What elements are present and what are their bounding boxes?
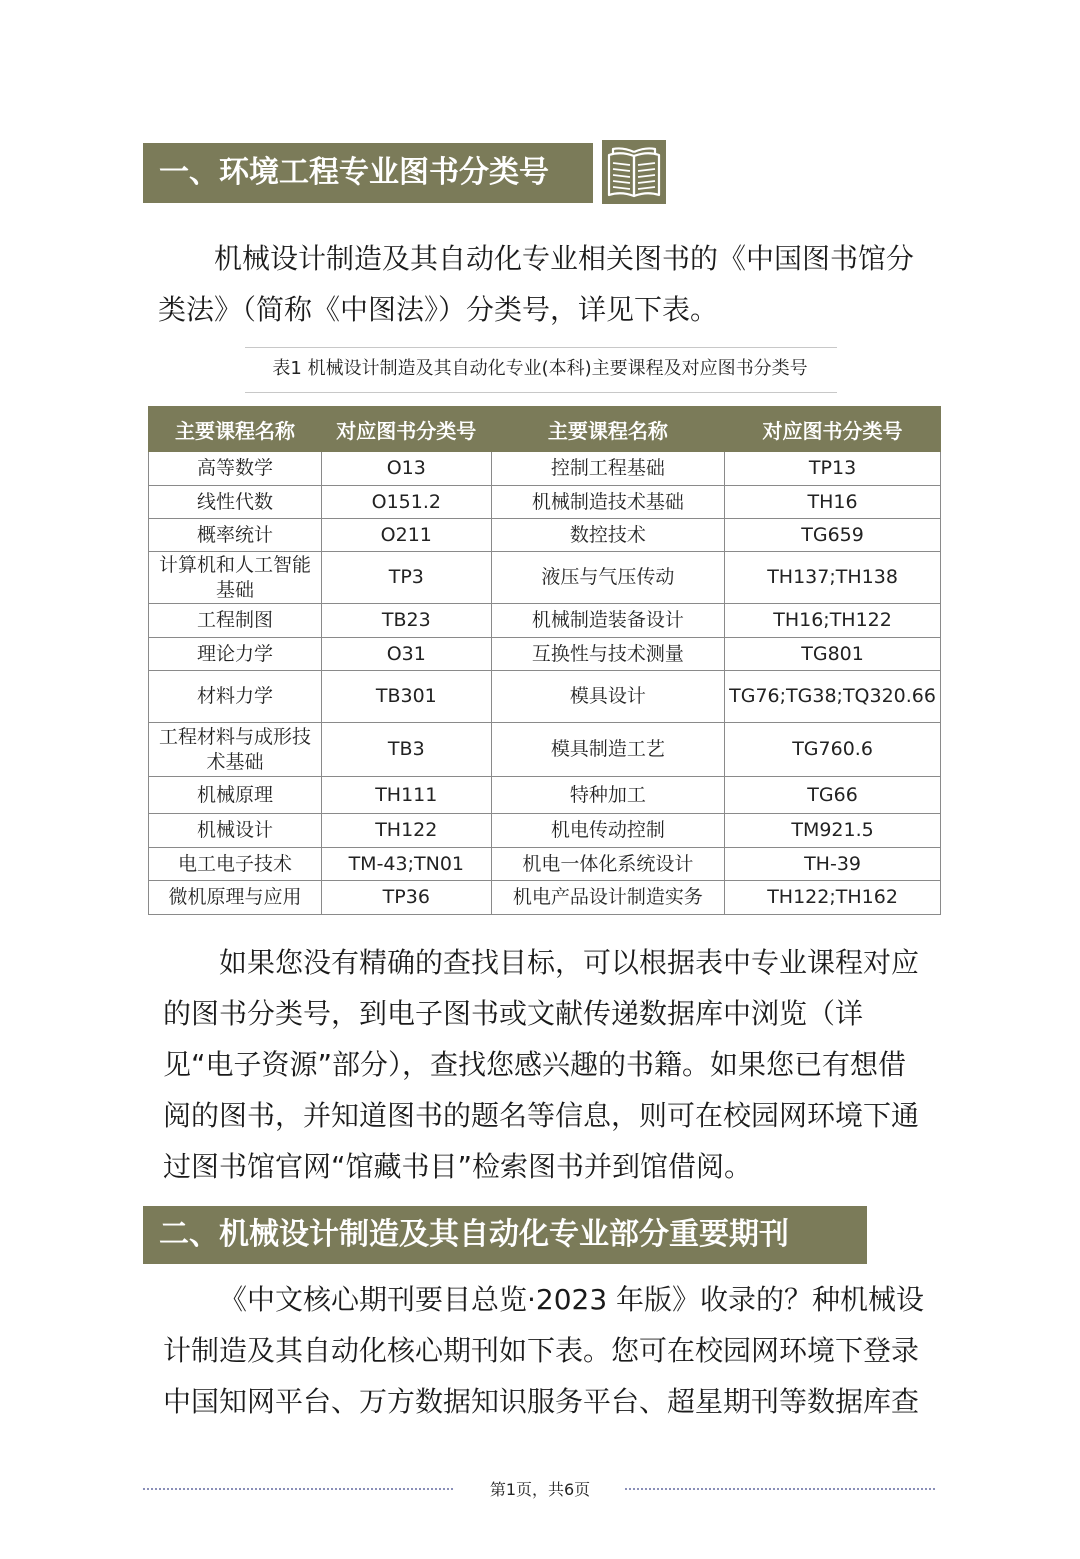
course-name: 机械设计 xyxy=(149,814,322,848)
class-number: O211 xyxy=(321,519,491,552)
table-row xyxy=(149,552,941,604)
class-number: TH111 xyxy=(321,777,491,814)
course-name: 模具制造工艺 xyxy=(491,723,724,777)
class-number: TH16 xyxy=(725,486,941,519)
table-row xyxy=(149,777,941,814)
class-number: TP36 xyxy=(321,881,491,915)
course-name: 线性代数 xyxy=(149,486,322,519)
course-name: 数控技术 xyxy=(491,519,724,552)
caption-top-rule xyxy=(245,347,837,348)
class-number: TG760.6 xyxy=(725,723,941,777)
class-number: O31 xyxy=(321,638,491,671)
course-name: 工程制图 xyxy=(149,604,322,638)
caption-bottom-rule xyxy=(245,392,837,393)
header-course-name: 主要课程名称 xyxy=(491,407,724,452)
section-2-heading: 二、机械设计制造及其自动化专业部分重要期刊 xyxy=(143,1206,867,1264)
table-row xyxy=(149,519,941,552)
class-number: TH122;TH162 xyxy=(725,881,941,915)
header-class-number: 对应图书分类号 xyxy=(321,407,491,452)
open-book-icon xyxy=(601,139,667,205)
page-number: 第1页，共6页 xyxy=(489,1480,591,1499)
class-number: TM-43;TN01 xyxy=(321,848,491,881)
course-name: 电工电子技术 xyxy=(149,848,322,881)
course-name: 液压与气压传动 xyxy=(491,552,724,604)
class-number: TH16;TH122 xyxy=(725,604,941,638)
course-name: 微机原理与应用 xyxy=(149,881,322,915)
table-row xyxy=(149,814,941,848)
class-number: TP3 xyxy=(321,552,491,604)
course-name: 计算机和人工智能基础 xyxy=(149,552,322,604)
table-row xyxy=(149,723,941,777)
table-row xyxy=(149,604,941,638)
class-number: TH137;TH138 xyxy=(725,552,941,604)
header-course-name: 主要课程名称 xyxy=(149,407,322,452)
class-number: TG76;TG38;TQ320.66 xyxy=(725,671,941,723)
course-name: 高等数学 xyxy=(149,452,322,486)
section-1-heading: 一、环境工程专业图书分类号 xyxy=(143,143,593,203)
class-number: TG659 xyxy=(725,519,941,552)
journals-paragraph: 《中文核心期刊要目总览·2023 年版》收录的？种机械设计制造及其自动化核心期刊如下表。您可在校园网环境下登录中国知网平台、万方数据知识服务平台、超星期刊等数据库查 xyxy=(163,1283,925,1418)
table-row xyxy=(149,881,941,915)
table-row xyxy=(149,452,941,486)
class-number: TH-39 xyxy=(725,848,941,881)
footer-rule-left xyxy=(143,1488,453,1490)
table-header-row xyxy=(149,407,941,452)
class-number: TG66 xyxy=(725,777,941,814)
table-caption: 表1 机械设计制造及其自动化专业(本科)主要课程及对应图书分类号 xyxy=(272,358,808,379)
class-number: TB23 xyxy=(321,604,491,638)
course-name: 机械制造装备设计 xyxy=(491,604,724,638)
table-row xyxy=(149,671,941,723)
guide-paragraph: 如果您没有精确的查找目标，可以根据表中专业课程对应的图书分类号，到电子图书或文献传递数据库中浏览（详见“电子资源”部分），查找您感兴趣的书籍。如果您已有想借阅的图书，并知道图书的题名等信息，则可在校园网环境下通过图书馆官网“馆藏书目”检索图书并到馆借阅。 xyxy=(163,946,920,1183)
class-number: TG801 xyxy=(725,638,941,671)
class-number: TH122 xyxy=(321,814,491,848)
course-name: 机械制造技术基础 xyxy=(491,486,724,519)
class-number: TB301 xyxy=(321,671,491,723)
course-name: 模具设计 xyxy=(491,671,724,723)
header-class-number: 对应图书分类号 xyxy=(725,407,941,452)
course-name: 概率统计 xyxy=(149,519,322,552)
course-name: 机电一体化系统设计 xyxy=(491,848,724,881)
course-name: 控制工程基础 xyxy=(491,452,724,486)
intro-paragraph: 机械设计制造及其自动化专业相关图书的《中国图书馆分类法》（简称《中图法》）分类号，详见下表。 xyxy=(158,242,915,326)
course-name: 机电传动控制 xyxy=(491,814,724,848)
class-number: O13 xyxy=(321,452,491,486)
class-number: TP13 xyxy=(725,452,941,486)
course-classification-table xyxy=(148,406,941,915)
course-name: 机械原理 xyxy=(149,777,322,814)
course-name: 机电产品设计制造实务 xyxy=(491,881,724,915)
course-name: 理论力学 xyxy=(149,638,322,671)
table-row xyxy=(149,638,941,671)
course-name: 材料力学 xyxy=(149,671,322,723)
footer-rule-right xyxy=(625,1488,935,1490)
table-row xyxy=(149,486,941,519)
course-name: 特种加工 xyxy=(491,777,724,814)
course-name: 互换性与技术测量 xyxy=(491,638,724,671)
class-number: O151.2 xyxy=(321,486,491,519)
table-row xyxy=(149,848,941,881)
class-number: TB3 xyxy=(321,723,491,777)
class-number: TM921.5 xyxy=(725,814,941,848)
course-name: 工程材料与成形技术基础 xyxy=(149,723,322,777)
